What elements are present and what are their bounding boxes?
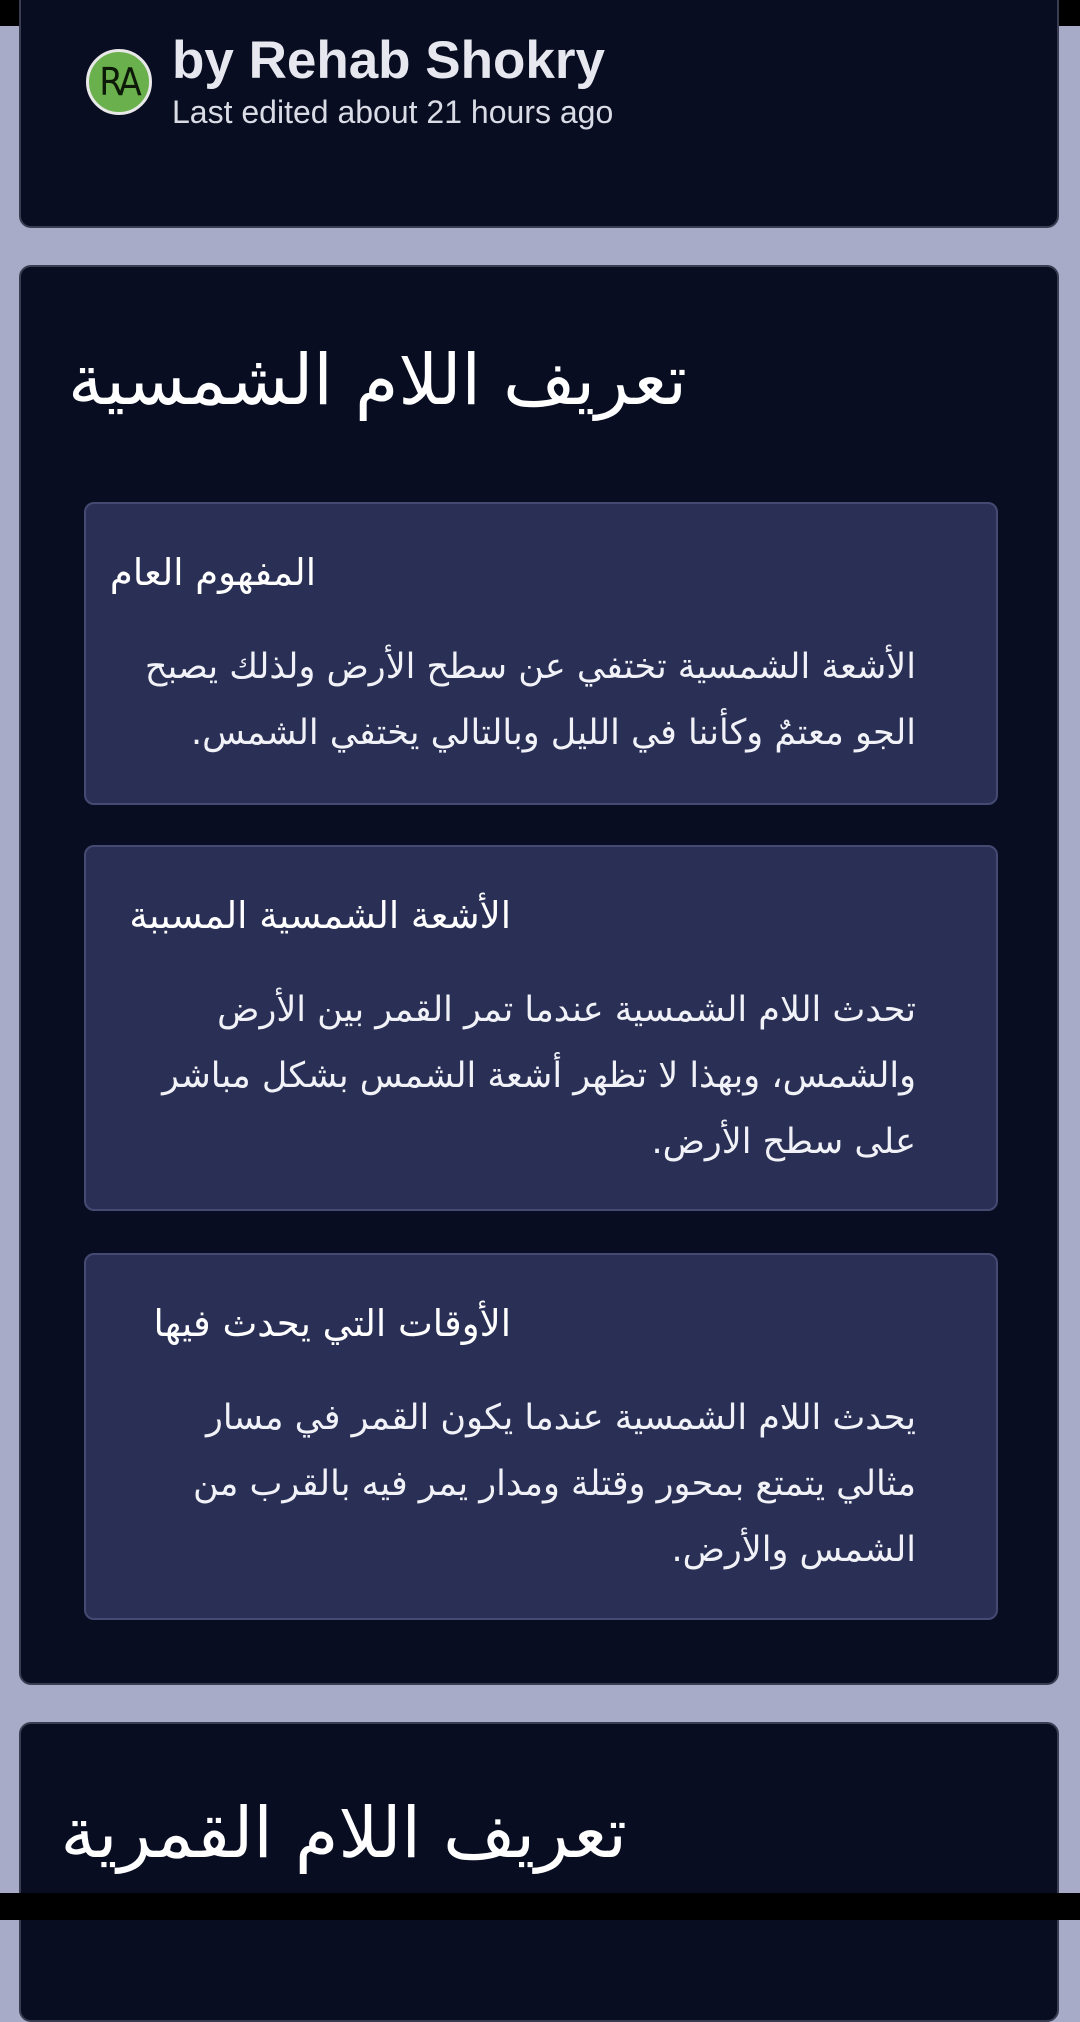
info-card-title: المفهوم العام: [109, 551, 316, 594]
last-edited-text: Last edited about 21 hours ago: [172, 94, 614, 130]
info-card: [84, 502, 998, 805]
navigation-bar: [0, 1893, 1080, 1920]
info-card: [84, 1253, 998, 1620]
info-card-body: الأشعة الشمسية تختفي عن سطح الأرض ولذلك يصبح الجو معتمٌ وكأننا في الليل وبالتالي يختفي الشمس.: [144, 647, 916, 753]
info-card-title: الأشعة الشمسية المسببة: [129, 894, 511, 937]
author-name: by Rehab Shokry: [172, 31, 605, 90]
info-card: [84, 845, 998, 1211]
section-card: [19, 265, 1059, 1685]
info-card-title: الأوقات التي يحدث فيها: [153, 1302, 511, 1345]
section-title: تعريف اللام الشمسية: [68, 339, 687, 421]
avatar-initials: RA: [99, 60, 139, 104]
section-title: تعريف اللام القمرية: [60, 1792, 627, 1874]
section-card: [19, 1722, 1059, 2022]
avatar: [86, 49, 152, 115]
author-card: [19, 0, 1059, 228]
info-card-body: يحدث اللام الشمسية عندما يكون القمر في مسار مثالي يتمتع بمحور وقتلة ومدار يمر فيه بالقرب من الشمس والأرض.: [192, 1398, 916, 1570]
info-card-body: تحدث اللام الشمسية عندما تمر القمر بين الأرض والشمس، وبهذا لا تظهر أشعة الشمس بشكل مباشر على سطح الأرض.: [162, 990, 916, 1162]
